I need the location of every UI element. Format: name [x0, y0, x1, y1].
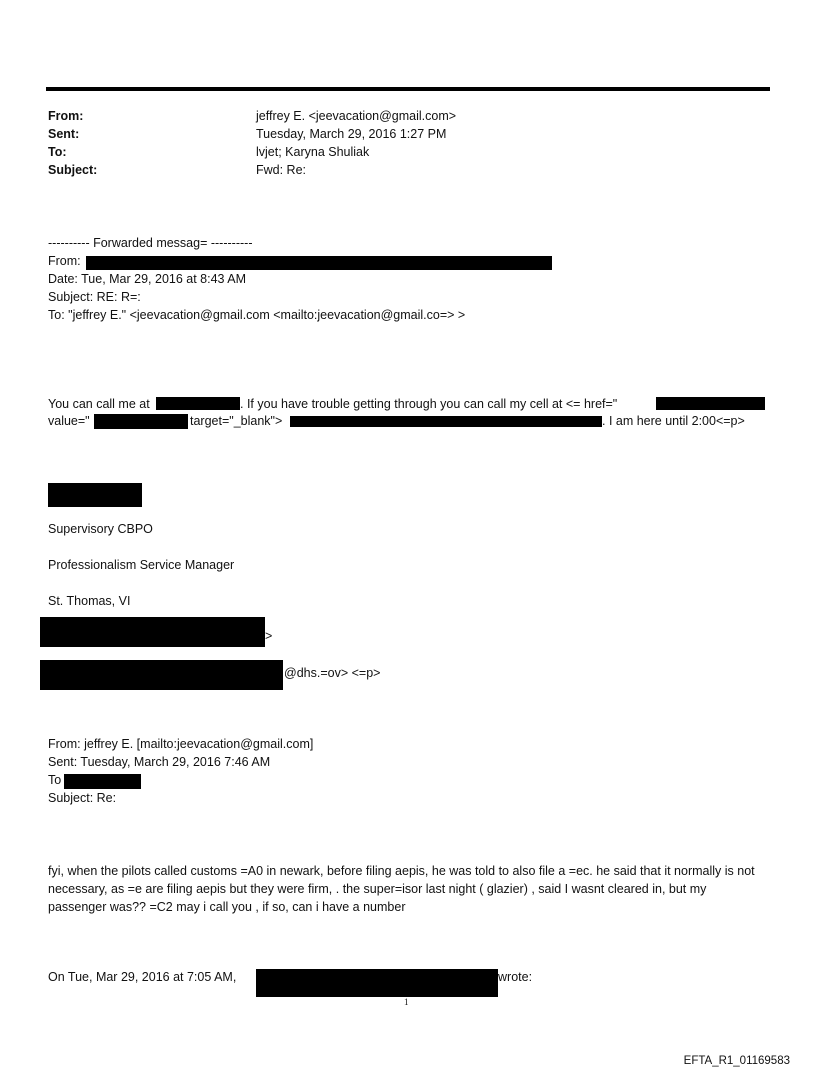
reply-line2-a: value=" — [48, 414, 90, 428]
quote-suffix: wrote: — [498, 970, 533, 984]
signature-email-suffix: @dhs.=ov> <=p> — [284, 666, 381, 680]
reply-line1-b: . If you have trouble getting through you can call my cell at <= href=" — [240, 397, 618, 411]
forwarded-to: To: "jeffrey E." <jeevacation@gmail.com <mailto:jeevacation@gmail.co=> > — [48, 308, 466, 322]
redaction-box — [290, 416, 602, 427]
subject-label: Subject: — [48, 163, 98, 177]
redaction-box — [40, 617, 265, 647]
from-label: From: — [48, 109, 84, 123]
original-body: fyi, when the pilots called customs =A0 in newark, before filing aepis, he was told to also file a =ec. he said that it normally is not necessary, as =e are filing aepis but they were firm, . the super=isor last night ( glazier) , said I wasnt cleared in, but my passenger was?? =C2 may i call you , if so, can i have a number — [48, 864, 755, 914]
redaction-box — [94, 414, 188, 429]
signature-trail: > — [265, 629, 273, 643]
forwarded-from: From: — [48, 254, 81, 268]
signature-location: St. Thomas, VI — [48, 594, 131, 608]
page-number: 1 — [404, 997, 409, 1007]
reply-line2-b: target="_blank"> — [190, 414, 283, 428]
header-rule — [46, 87, 770, 91]
subject-value: Fwd: Re: — [256, 163, 307, 177]
signature-role: Professionalism Service Manager — [48, 558, 235, 572]
sent-value: Tuesday, March 29, 2016 1:27 PM — [256, 127, 447, 141]
original-to: To — [48, 773, 62, 787]
original-subject: Subject: Re: — [48, 791, 117, 805]
redaction-box — [64, 774, 141, 789]
redaction-box — [86, 256, 552, 270]
original-from: From: jeffrey E. [mailto:jeevacation@gmail.com] — [48, 737, 314, 751]
redaction-box — [156, 397, 240, 410]
quote-prefix: On Tue, Mar 29, 2016 at 7:05 AM, — [48, 970, 237, 984]
forwarded-date: Date: Tue, Mar 29, 2016 at 8:43 AM — [48, 272, 247, 286]
forwarded-divider: ---------- Forwarded messag= ---------- — [48, 236, 253, 250]
redaction-box — [656, 397, 765, 410]
signature-title: Supervisory CBPO — [48, 522, 153, 536]
reply-line1-a: You can call me at — [48, 397, 150, 411]
original-sent: Sent: Tuesday, March 29, 2016 7:46 AM — [48, 755, 271, 769]
to-label: To: — [48, 145, 67, 159]
to-value: lvjet; Karyna Shuliak — [256, 145, 370, 159]
from-value: jeffrey E. <jeevacation@gmail.com> — [256, 109, 457, 123]
forwarded-subject: Subject: RE: R=: — [48, 290, 141, 304]
redaction-box — [40, 660, 283, 690]
sent-label: Sent: — [48, 127, 80, 141]
redaction-box — [48, 483, 142, 507]
redaction-box — [256, 969, 498, 997]
document-id: EFTA_R1_01169583 — [683, 1055, 790, 1067]
reply-line2-c: . I am here until 2:00<=p> — [602, 414, 745, 428]
